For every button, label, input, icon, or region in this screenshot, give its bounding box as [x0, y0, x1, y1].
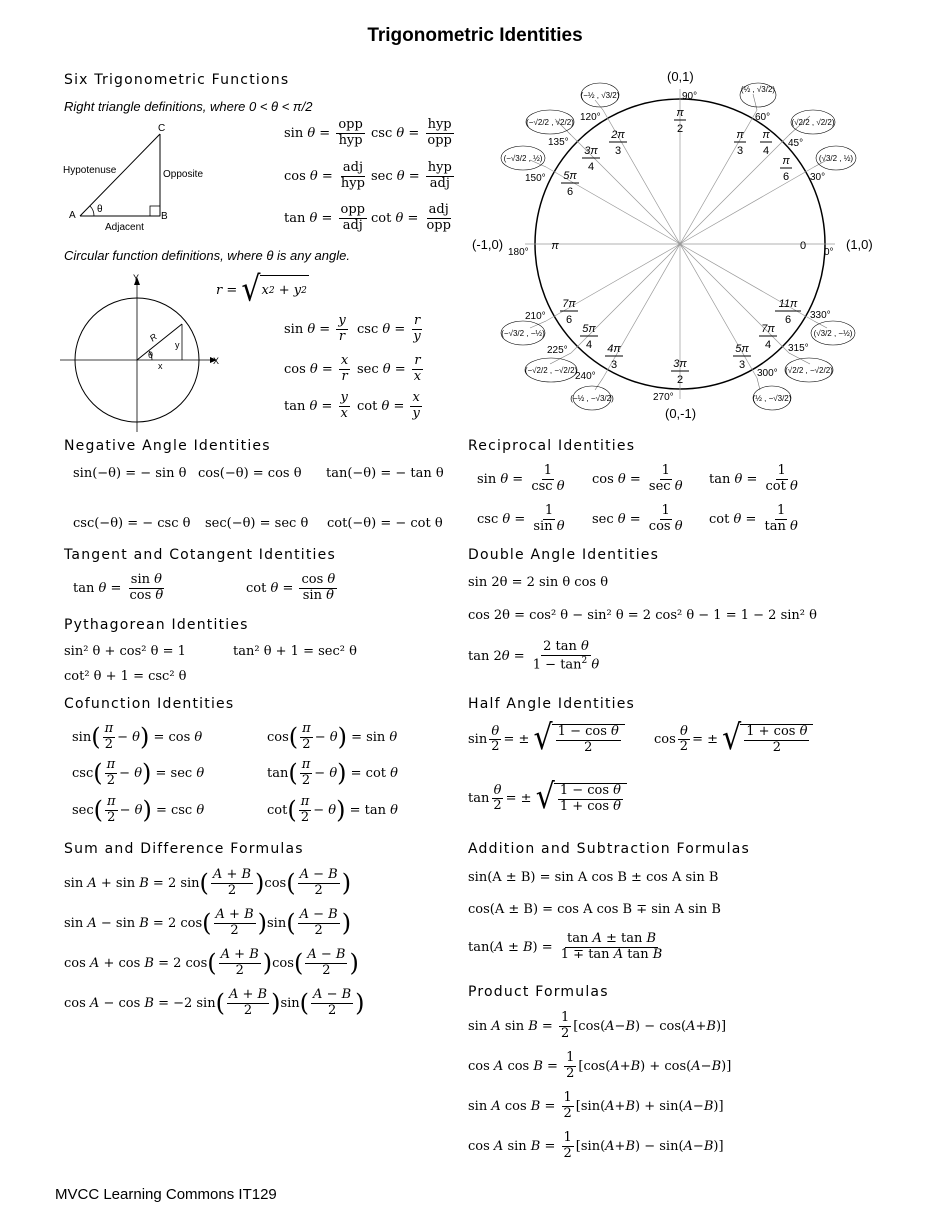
svg-text:(−√3/2 , ½): (−√3/2 , ½) — [503, 154, 543, 163]
circle-label-theta: θ — [148, 350, 154, 360]
svg-text:6: 6 — [565, 314, 573, 326]
rad-11pi-over-6 — [775, 298, 801, 326]
svg-text:3: 3 — [736, 145, 744, 157]
deg-90: 90° — [682, 91, 698, 102]
deg-135: 135° — [548, 137, 569, 148]
heading-pythagorean: Pythagorean Identities — [64, 617, 249, 633]
svg-text:(−½ , −√3/2): (−½ , −√3/2) — [570, 394, 614, 403]
eq-recip-tan: tan θ = 1 cot θ — [709, 463, 798, 494]
eq-double-sin: sin 2θ = 2 sin θ cos θ — [468, 575, 609, 590]
heading-cofunction: Cofunction Identities — [64, 696, 235, 712]
triangle-label-c: C — [158, 123, 166, 134]
svg-text:(−√2/2 , √2/2): (−√2/2 , √2/2) — [526, 118, 574, 127]
heading-reciprocal: Reciprocal Identities — [468, 438, 636, 454]
svg-text:3: 3 — [738, 359, 746, 371]
svg-text:5π: 5π — [563, 170, 577, 182]
deg-60: 60° — [755, 112, 771, 123]
coord-330 — [811, 321, 855, 345]
right-triangle-definition: Right triangle definitions, where 0 < θ < π/2 — [64, 99, 313, 114]
unit-circle-label-top: (0,1) — [667, 69, 694, 84]
svg-text:6: 6 — [566, 186, 574, 198]
heading-tangent: Tangent and Cotangent Identities — [64, 547, 336, 563]
svg-text:3: 3 — [610, 359, 618, 371]
rad-pi-over-6 — [780, 155, 792, 183]
deg-315: 315° — [788, 343, 809, 354]
unit-circle-label-bottom: (0,-1) — [665, 406, 697, 421]
coord-300 — [753, 386, 792, 410]
def-tan-circ: tan θ = y x — [284, 390, 348, 421]
svg-text:(√2/2 , √2/2): (√2/2 , √2/2) — [791, 118, 835, 127]
svg-text:(√3/2 , ½): (√3/2 , ½) — [818, 154, 854, 163]
circle-axis-y-label: Y — [133, 273, 140, 283]
deg-225: 225° — [547, 345, 568, 356]
unit-circle-label-left: (-1,0) — [472, 237, 504, 252]
svg-text:3π: 3π — [673, 358, 687, 370]
rad-zero: 0 — [799, 240, 807, 252]
triangle-label-opposite: Opposite — [163, 169, 204, 180]
deg-45: 45° — [788, 138, 804, 149]
coord-225 — [525, 358, 578, 382]
eq-cofunc-cot: cot ( π 2 − θ ) = tan θ — [267, 794, 398, 825]
eq-neg-cos: cos(−θ) = cos θ — [198, 466, 302, 481]
rad-5pi-over-4 — [580, 323, 598, 351]
svg-text:(√3/2 , −½): (√3/2 , −½) — [813, 329, 853, 338]
svg-text:(√2/2 , −√2/2): (√2/2 , −√2/2) — [785, 366, 833, 375]
coord-315 — [785, 358, 833, 382]
eq-diff-sin: sin A − sin B = 2 cos ( A + B 2 ) sin ( A − B 2 ) — [64, 907, 352, 938]
def-csc-circ: csc θ = r y — [357, 313, 421, 344]
deg-210: 210° — [525, 311, 546, 322]
page-title: Trigonometric Identities — [367, 25, 583, 46]
coord-135 — [526, 110, 574, 134]
svg-text:(−√2/2 , −√2/2): (−√2/2 , −√2/2) — [524, 366, 578, 375]
deg-270: 270° — [653, 392, 674, 403]
eq-recip-cot: cot θ = 1 tan θ — [709, 503, 798, 534]
coord-30 — [816, 146, 856, 170]
svg-text:4: 4 — [587, 161, 595, 173]
svg-text:2π: 2π — [611, 129, 625, 141]
eq-cofunc-tan: tan ( π 2 − θ ) = cot θ — [267, 757, 398, 788]
eq-prod-sinsin: sin A sin B = 1 2 [cos( A − B ) − cos( A + B )] — [468, 1010, 727, 1041]
deg-180: 180° — [508, 247, 529, 258]
eq-double-tan: tan 2 θ = 2 tan θ $1 - \tan^2 \theta$ — [468, 639, 600, 673]
eq-half-sin: sin θ 2 = ± √ 1 − cos θ 2 — [468, 724, 625, 756]
circular-definition: Circular function definitions, where θ is any angle. — [64, 248, 350, 263]
eq-recip-sec: sec θ = 1 cos θ — [592, 503, 683, 534]
rad-5pi-over-6 — [561, 170, 579, 198]
def-csc-right: csc θ = hyp opp — [371, 117, 452, 148]
eq-pyth-3: cot² θ + 1 = csc² θ — [64, 669, 187, 684]
coord-45 — [791, 110, 835, 134]
def-sin-right: sin θ = opp hyp — [284, 117, 363, 148]
svg-text:4π: 4π — [607, 343, 621, 355]
coord-210 — [501, 321, 545, 345]
eq-add-sin: sin(A ± B) = sin A cos B ± cos A sin B — [468, 870, 719, 885]
eq-diff-cos: cos A − cos B = −2 sin ( A + B 2 ) sin ( A − B 2 ) — [64, 987, 365, 1018]
svg-text:11π: 11π — [778, 298, 798, 310]
triangle-label-b: B — [161, 211, 168, 222]
eq-neg-sec: sec(−θ) = sec θ — [205, 516, 309, 531]
triangle-label-hypotenuse: Hypotenuse — [63, 165, 117, 176]
eq-cot-quotient: cot θ = cos θ sin θ — [246, 572, 336, 603]
coord-150 — [501, 146, 545, 170]
def-cos-right: cos θ = adj hyp — [284, 160, 365, 191]
svg-text:(−√3/2 , −½): (−√3/2 , −½) — [501, 329, 545, 338]
deg-240: 240° — [575, 371, 596, 382]
deg-330: 330° — [810, 310, 831, 321]
svg-text:6: 6 — [784, 314, 792, 326]
footer-text: MVCC Learning Commons IT129 — [55, 1186, 277, 1203]
svg-text:(½ , −√3/2): (½ , −√3/2) — [752, 394, 792, 403]
rad-2pi-over-3 — [609, 129, 627, 157]
eq-prod-cossin: cos A sin B = 1 2 [sin( A + B ) − sin( A − B )] — [468, 1130, 724, 1161]
deg-0: 0° — [824, 247, 834, 258]
coord-120 — [581, 83, 620, 107]
rad-7pi-over-6 — [560, 298, 578, 326]
eq-pyth-1: sin² θ + cos² θ = 1 — [64, 644, 186, 659]
svg-text:2: 2 — [676, 123, 684, 135]
heading-six-functions: Six Trigonometric Functions — [64, 72, 290, 88]
right-triangle-diagram — [60, 118, 210, 236]
svg-text:5π: 5π — [735, 343, 749, 355]
eq-pyth-2: tan² θ + 1 = sec² θ — [233, 644, 357, 659]
eq-recip-sin: sin θ = 1 csc θ — [477, 463, 565, 494]
heading-addsub: Addition and Subtraction Formulas — [468, 841, 750, 857]
circle-label-r: R — [147, 331, 159, 344]
eq-cofunc-sec: sec ( π 2 − θ ) = csc θ — [72, 794, 205, 825]
svg-text:2: 2 — [676, 374, 684, 386]
r-formula: r = √ x 2 + y 2 — [216, 269, 307, 310]
svg-text:7π: 7π — [562, 298, 576, 310]
eq-neg-tan: tan(−θ) = − tan θ — [326, 466, 444, 481]
svg-text:4: 4 — [585, 339, 593, 351]
svg-text:π: π — [676, 107, 684, 119]
heading-double: Double Angle Identities — [468, 547, 660, 563]
svg-text:π: π — [782, 155, 790, 167]
eq-prod-coscos: cos A cos B = 1 2 [cos( A + B ) + cos( A − B )] — [468, 1050, 732, 1081]
svg-text:(½ , √3/2): (½ , √3/2) — [740, 85, 776, 94]
heading-negative: Negative Angle Identities — [64, 438, 271, 454]
def-tan-right: tan θ = opp adj — [284, 202, 365, 233]
eq-sum-cos: cos A + cos B = 2 cos ( A + B 2 ) cos ( A − B 2 ) — [64, 947, 359, 978]
eq-half-cos: cos θ 2 = ± √ 1 + cos θ 2 — [654, 724, 813, 756]
eq-cofunc-csc: csc ( π 2 − θ ) = sec θ — [72, 757, 205, 788]
circle-label-y: y — [175, 340, 180, 350]
def-sec-right: sec θ = hyp adj — [371, 160, 452, 191]
unit-circle-diagram — [470, 64, 890, 428]
svg-text:π: π — [736, 129, 744, 141]
heading-product: Product Formulas — [468, 984, 609, 1000]
def-cos-circ: cos θ = x r — [284, 353, 349, 384]
circle-axis-x-label: X — [213, 356, 220, 366]
eq-half-tan: tan θ 2 = ± √ 1 − cos θ 1 + cos θ — [468, 783, 627, 815]
svg-text:4: 4 — [764, 339, 772, 351]
heading-half: Half Angle Identities — [468, 696, 636, 712]
rad-pi-over-4 — [760, 129, 772, 157]
eq-cofunc-sin: sin ( π 2 − θ ) = cos θ — [72, 721, 203, 752]
deg-30: 30° — [810, 172, 826, 183]
rad-pi: π — [551, 240, 559, 252]
deg-300: 300° — [757, 368, 778, 379]
eq-cofunc-cos: cos ( π 2 − θ ) = sin θ — [267, 721, 398, 752]
eq-add-tan: tan( A ± B ) = tan A ± tan B 1 ∓ tan A tan B — [468, 931, 663, 962]
svg-text:4: 4 — [762, 145, 770, 157]
triangle-label-a: A — [69, 210, 76, 221]
rad-5pi-over-3 — [733, 343, 751, 371]
eq-neg-cot: cot(−θ) = − cot θ — [327, 516, 443, 531]
def-cot-circ: cot θ = x y — [357, 390, 420, 421]
rad-3pi-over-4 — [582, 145, 600, 173]
heading-sumdiff: Sum and Difference Formulas — [64, 841, 304, 857]
rad-pi-over-3 — [734, 129, 746, 157]
svg-text:(−½ , √3/2): (−½ , √3/2) — [580, 91, 620, 100]
eq-double-cos: cos 2θ = cos² θ − sin² θ = 2 cos² θ − 1 = 1 − 2 sin² θ — [468, 608, 817, 623]
svg-text:π: π — [762, 129, 770, 141]
eq-neg-sin: sin(−θ) = − sin θ — [73, 466, 187, 481]
unit-circle-label-right: (1,0) — [846, 237, 873, 252]
svg-text:6: 6 — [782, 171, 790, 183]
triangle-label-theta: θ — [97, 204, 103, 215]
deg-150: 150° — [525, 173, 546, 184]
def-sin-circ: sin θ = y r — [284, 313, 346, 344]
rad-7pi-over-4 — [759, 323, 777, 351]
eq-recip-csc: csc θ = 1 sin θ — [477, 503, 565, 534]
eq-neg-csc: csc(−θ) = − csc θ — [73, 516, 191, 531]
deg-120: 120° — [580, 112, 601, 123]
coord-240 — [570, 386, 614, 410]
eq-recip-cos: cos θ = 1 sec θ — [592, 463, 683, 494]
eq-sum-sin: sin A + sin B = 2 sin ( A + B 2 ) cos ( A − B 2 ) — [64, 867, 352, 898]
eq-add-cos: cos(A ± B) = cos A cos B ∓ sin A sin B — [468, 902, 721, 917]
def-sec-circ: sec θ = r x — [357, 353, 422, 384]
svg-text:3π: 3π — [584, 145, 598, 157]
svg-text:7π: 7π — [761, 323, 775, 335]
coord-60 — [740, 83, 776, 107]
svg-text:5π: 5π — [582, 323, 596, 335]
rad-4pi-over-3 — [605, 343, 623, 371]
eq-tan-quotient: tan θ = sin θ cos θ — [73, 572, 164, 603]
def-cot-right: cot θ = adj opp — [371, 202, 451, 233]
circle-diagram — [60, 272, 230, 434]
circle-label-x: x — [158, 361, 163, 371]
eq-prod-sincos: sin A cos B = 1 2 [sin( A + B ) + sin( A − B )] — [468, 1090, 724, 1121]
svg-text:3: 3 — [614, 145, 622, 157]
triangle-label-adjacent: Adjacent — [105, 222, 144, 233]
